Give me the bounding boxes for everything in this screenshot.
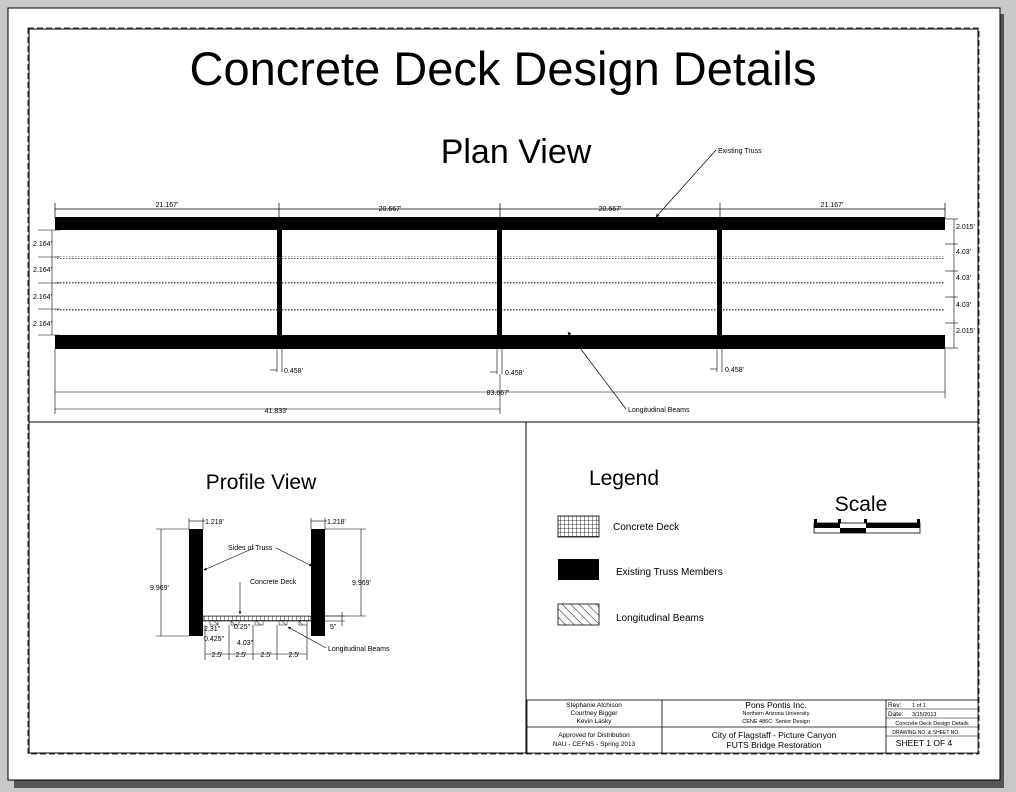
profile-beam-width: 4.03" <box>237 640 254 647</box>
plan-post-2 <box>497 230 502 335</box>
plan-post-dim-3: 0.458' <box>725 367 744 374</box>
plan-left-dim-3: 2.164' <box>33 294 52 301</box>
project-line-2: FUTS Bridge Restoration <box>726 740 822 750</box>
plan-right-dim-4: 4.03' <box>956 302 971 309</box>
plan-top-dim-3: 20.667' <box>598 206 622 213</box>
profile-right-height: 9.969' <box>352 580 371 587</box>
legend-concrete-deck-swatch <box>558 516 599 537</box>
school-text: NAU - CEFNS - Spring 2013 <box>552 741 636 748</box>
plan-overall-length: 83.667' <box>486 390 510 397</box>
profile-right-side <box>311 529 325 636</box>
concrete-deck-label: Concrete Deck <box>250 579 297 586</box>
date-value: 3/15/2013 <box>912 712 937 718</box>
plan-top-dim-1: 21.167' <box>155 202 179 209</box>
rev-label: Rev: <box>888 702 902 709</box>
profile-spacing-2: 2.5' <box>235 652 247 659</box>
plan-half-length: 41.833' <box>264 408 288 415</box>
sheet-number: SHEET 1 OF 4 <box>895 738 953 748</box>
legend-beams-swatch <box>558 604 599 625</box>
profile-left-height: 9.969' <box>150 585 169 592</box>
designer-name-3: Kevin Lasky <box>576 718 612 725</box>
plan-right-dim-3: 4.03' <box>956 275 971 282</box>
rev-value: 1 of 1 <box>912 703 926 709</box>
drawing-title: Concrete Deck Design Details <box>895 721 969 727</box>
existing-truss-label: Existing Truss <box>718 148 762 155</box>
profile-beam-depth: 2.31" <box>204 626 221 633</box>
profile-deck-top: 0.25" <box>234 624 251 631</box>
legend-truss-label: Existing Truss Members <box>616 567 723 578</box>
profile-left-side <box>189 529 203 636</box>
profile-right-width: 1.218' <box>327 519 346 526</box>
plan-left-dim-1: 2.164' <box>33 241 52 248</box>
title-block <box>527 700 978 753</box>
plan-bottom-chord <box>55 335 945 349</box>
project-line-1: City of Flagstaff - Picture Canyon <box>711 730 837 740</box>
plan-post-dim-1: 0.458' <box>284 368 303 375</box>
profile-spacing-1: 2.5' <box>211 652 223 659</box>
designer-name-1: Stephanie Atchison <box>566 702 622 709</box>
university-name: Northern Arizona University <box>742 711 810 717</box>
plan-right-dim-5: 2.015' <box>956 328 975 335</box>
plan-top-dim-4: 21.167' <box>820 202 844 209</box>
approval-text: Approved for Distribution <box>558 732 630 739</box>
profile-view-heading: Profile View <box>205 471 317 494</box>
legend-beams-label: Longitudinal Beams <box>616 613 704 624</box>
plan-top-dim-2: 20.667' <box>378 206 402 213</box>
plan-post-1 <box>277 230 282 335</box>
profile-left-width: 1.218' <box>205 519 224 526</box>
longitudinal-beams-label: Longitudinal Beams <box>628 407 690 414</box>
profile-edge-gap: 0.425" <box>204 636 225 643</box>
profile-spacing-4: 2.5' <box>288 652 300 659</box>
plan-post-3 <box>717 230 722 335</box>
plan-post-dim-2: 0.458' <box>505 370 524 377</box>
plan-left-dim-2: 2.164' <box>33 267 52 274</box>
date-label: Date: <box>888 711 904 718</box>
legend-heading: Legend <box>588 467 660 490</box>
sides-of-truss-label: Sides of Truss <box>228 545 273 552</box>
profile-beams-label: Longitudinal Beams <box>328 646 390 653</box>
plan-right-dim-1: 2.015' <box>956 224 975 231</box>
legend-truss-swatch <box>558 559 599 580</box>
designer-name-2: Courtney Bigger <box>570 710 618 717</box>
sheet-title: Concrete Deck Design Details <box>189 42 817 95</box>
course-name: CENE 486C: Senior Design <box>742 719 810 725</box>
profile-deck <box>203 616 311 621</box>
scale-heading: Scale <box>834 493 888 516</box>
plan-top-chord <box>55 217 945 230</box>
drawing-no-label: DRAWING NO. & SHEET NO. <box>892 730 960 736</box>
plan-left-dim-4: 2.164' <box>33 321 52 328</box>
company-name: Pons Pontis Inc. <box>745 700 807 710</box>
plan-right-dim-2: 4.03' <box>956 249 971 256</box>
legend-concrete-deck-label: Concrete Deck <box>613 522 680 533</box>
profile-deck-thickness: 5" <box>330 624 337 631</box>
plan-view-heading: Plan View <box>440 133 592 171</box>
profile-spacing-3: 2.5' <box>260 652 272 659</box>
